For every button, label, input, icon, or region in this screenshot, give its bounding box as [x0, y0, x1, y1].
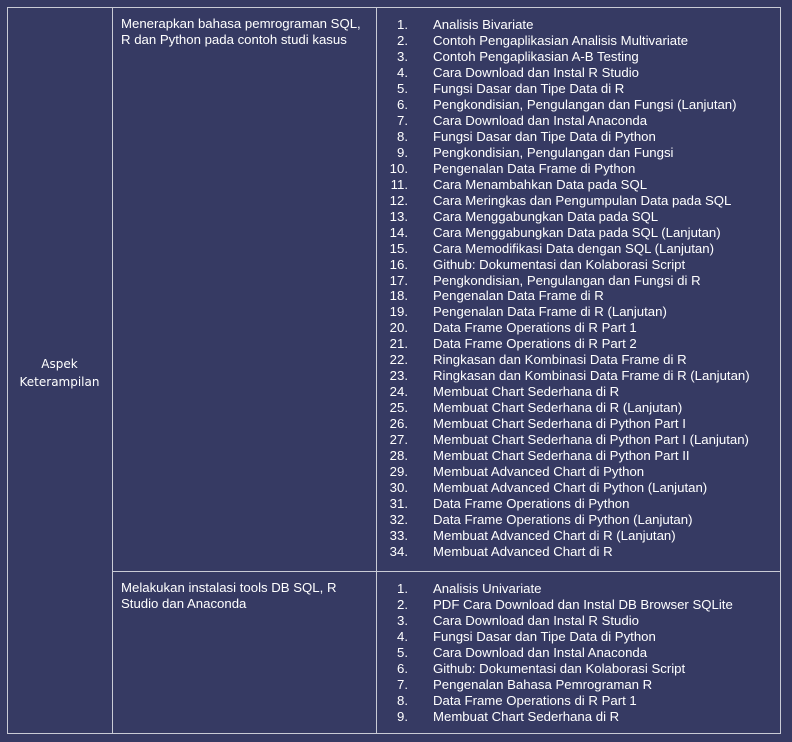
list-item-text: Fungsi Dasar dan Tipe Data di Python	[433, 128, 656, 144]
list-item-number: 25.	[389, 400, 408, 416]
list-item-text: Membuat Chart Sederhana di Python Part I (Lanjutan)	[433, 432, 749, 448]
list-item-number: 20.	[389, 320, 408, 336]
list-item-text: Membuat Chart Sederhana di R	[433, 384, 620, 400]
list-item-number: 10.	[389, 160, 408, 176]
list-item-text: Membuat Advanced Chart di R (Lanjutan)	[433, 528, 676, 543]
aspect-label	[7, 355, 112, 391]
list-item-text: Ringkasan dan Kombinasi Data Frame di R (Lanjutan)	[433, 368, 750, 384]
list-item-number: 8.	[397, 692, 408, 708]
list-item-number: 16.	[389, 256, 408, 272]
list-item-text: PDF Cara Download dan Instal DB Browser SQLite	[433, 596, 733, 612]
list-item-number: 7.	[397, 112, 408, 128]
list-item-number: 12.	[389, 192, 408, 208]
list-item-text: Data Frame Operations di R Part 1	[433, 692, 637, 708]
table-border-top	[7, 7, 781, 8]
list-item-number: 32.	[389, 512, 408, 528]
list-item-number: 5.	[397, 644, 408, 660]
objective-row-1-line2: R dan Python pada contoh studi kasus	[121, 32, 347, 47]
list-item-text: Membuat Advanced Chart di R	[433, 543, 613, 559]
list-item-number: 17.	[389, 272, 408, 288]
objective-row-2-line2: Studio dan Anaconda	[121, 596, 247, 611]
aspect-label-line1: Aspek	[41, 357, 78, 371]
list-item-text: Github: Dokumentasi dan Kolaborasi Script	[433, 256, 686, 272]
list-item-number: 2.	[397, 32, 408, 48]
list-item-number: 1.	[397, 17, 408, 32]
list-item-text: Contoh Pengaplikasian Analisis Multivariate	[433, 32, 689, 48]
list-item-number: 19.	[389, 304, 408, 320]
list-item-text: Membuat Advanced Chart di Python (Lanjutan)	[433, 480, 708, 496]
list-item-text: Data Frame Operations di R Part 2	[433, 336, 637, 352]
list-item-text: Data Frame Operations di Python	[433, 496, 630, 512]
list-item-number: 28.	[389, 448, 408, 464]
list-item-text: Ringkasan dan Kombinasi Data Frame di R	[433, 352, 687, 368]
list-item-text: Cara Download dan Instal Anaconda	[433, 112, 648, 128]
list-item-number: 27.	[389, 432, 408, 448]
list-item-text: Membuat Chart Sederhana di R	[433, 708, 620, 724]
list-item-number: 23.	[389, 368, 408, 384]
list-item-text: Cara Menggabungkan Data pada SQL (Lanjutan)	[433, 224, 721, 240]
list-item-text: Contoh Pengaplikasian A-B Testing	[433, 48, 639, 64]
row-divider	[112, 571, 781, 572]
list-item-number: 29.	[389, 464, 408, 480]
list-item-text: Pengenalan Data Frame di R	[433, 288, 604, 304]
list-item-number: 3.	[397, 612, 408, 628]
list-item-text: Pengenalan Data Frame di R (Lanjutan)	[433, 304, 667, 320]
list-item-text: Pengkondisian, Pengulangan dan Fungsi (Lanjutan)	[433, 96, 737, 112]
list-item-text: Analisis Bivariate	[433, 17, 534, 32]
aspect-label-line2: Keterampilan	[19, 375, 100, 389]
list-item-number: 21.	[389, 336, 408, 352]
list-item-text: Data Frame Operations di Python (Lanjutan)	[433, 512, 693, 528]
list-item-text: Pengenalan Data Frame di Python	[433, 160, 636, 176]
list-item-number: 14.	[389, 224, 408, 240]
list-item-text: Pengkondisian, Pengulangan dan Fungsi di R	[433, 272, 701, 288]
list-item-text: Data Frame Operations di R Part 1	[433, 320, 637, 336]
list-item-text: Membuat Chart Sederhana di R (Lanjutan)	[433, 400, 683, 416]
list-item-text: Pengkondisian, Pengulangan dan Fungsi	[433, 144, 674, 160]
list-item-number: 4.	[397, 64, 408, 80]
list-item-number: 7.	[397, 676, 408, 692]
list-item-text: Pengenalan Bahasa Pemrograman R	[433, 676, 653, 692]
table-border-bottom	[7, 733, 781, 734]
list-item-number: 3.	[397, 48, 408, 64]
list-item-text: Membuat Advanced Chart di Python	[433, 464, 645, 480]
table-border-right	[780, 7, 781, 734]
objective-row-2	[121, 580, 337, 612]
list-item-number: 4.	[397, 628, 408, 644]
list-item-number: 33.	[389, 528, 408, 543]
list-item-number: 11.	[390, 176, 408, 192]
list-item-number: 24.	[389, 384, 408, 400]
list-item-number: 2.	[397, 596, 408, 612]
objective-row-2-line1: Melakukan instalasi tools DB SQL, R	[121, 580, 337, 595]
objective-row-1	[121, 16, 361, 48]
list-item-text: Cara Menggabungkan Data pada SQL	[433, 208, 659, 224]
list-item-number: 18.	[389, 288, 408, 304]
list-item-number: 1.	[397, 581, 408, 596]
list-item-number: 15.	[389, 240, 408, 256]
list-item-text: Cara Download dan Instal R Studio	[433, 612, 639, 628]
list-item-number: 31.	[389, 496, 408, 512]
list-item-number: 34.	[389, 543, 408, 559]
list-item-text: Cara Download dan Instal Anaconda	[433, 644, 648, 660]
list-item-number: 30.	[389, 480, 408, 496]
list-item-number: 5.	[397, 80, 408, 96]
column-divider-1	[112, 7, 113, 734]
list-item-text: Membuat Chart Sederhana di Python Part I	[433, 416, 686, 432]
list-item-number: 8.	[397, 128, 408, 144]
list-item-text: Cara Menambahkan Data pada SQL	[433, 176, 648, 192]
list-item-text: Cara Meringkas dan Pengumpulan Data pada SQL	[433, 192, 732, 208]
objective-row-1-line1: Menerapkan bahasa pemrograman SQL,	[121, 16, 361, 31]
list-item-number: 6.	[397, 96, 408, 112]
list-item-text: Membuat Chart Sederhana di Python Part II	[433, 448, 690, 464]
list-item-number: 26.	[389, 416, 408, 432]
list-item-text: Cara Memodifikasi Data dengan SQL (Lanjutan)	[433, 240, 714, 256]
list-item-number: 9.	[397, 708, 408, 724]
list-item-number: 6.	[397, 660, 408, 676]
list-item-text: Fungsi Dasar dan Tipe Data di Python	[433, 628, 656, 644]
list-item-number: 13.	[389, 208, 408, 224]
list-item-text: Fungsi Dasar dan Tipe Data di R	[433, 80, 625, 96]
list-item-text: Cara Download dan Instal R Studio	[433, 64, 639, 80]
list-item-number: 22.	[389, 352, 408, 368]
list-item-text: Github: Dokumentasi dan Kolaborasi Script	[433, 660, 686, 676]
list-item-text: Analisis Univariate	[433, 581, 542, 596]
list-item-number: 9.	[397, 144, 408, 160]
